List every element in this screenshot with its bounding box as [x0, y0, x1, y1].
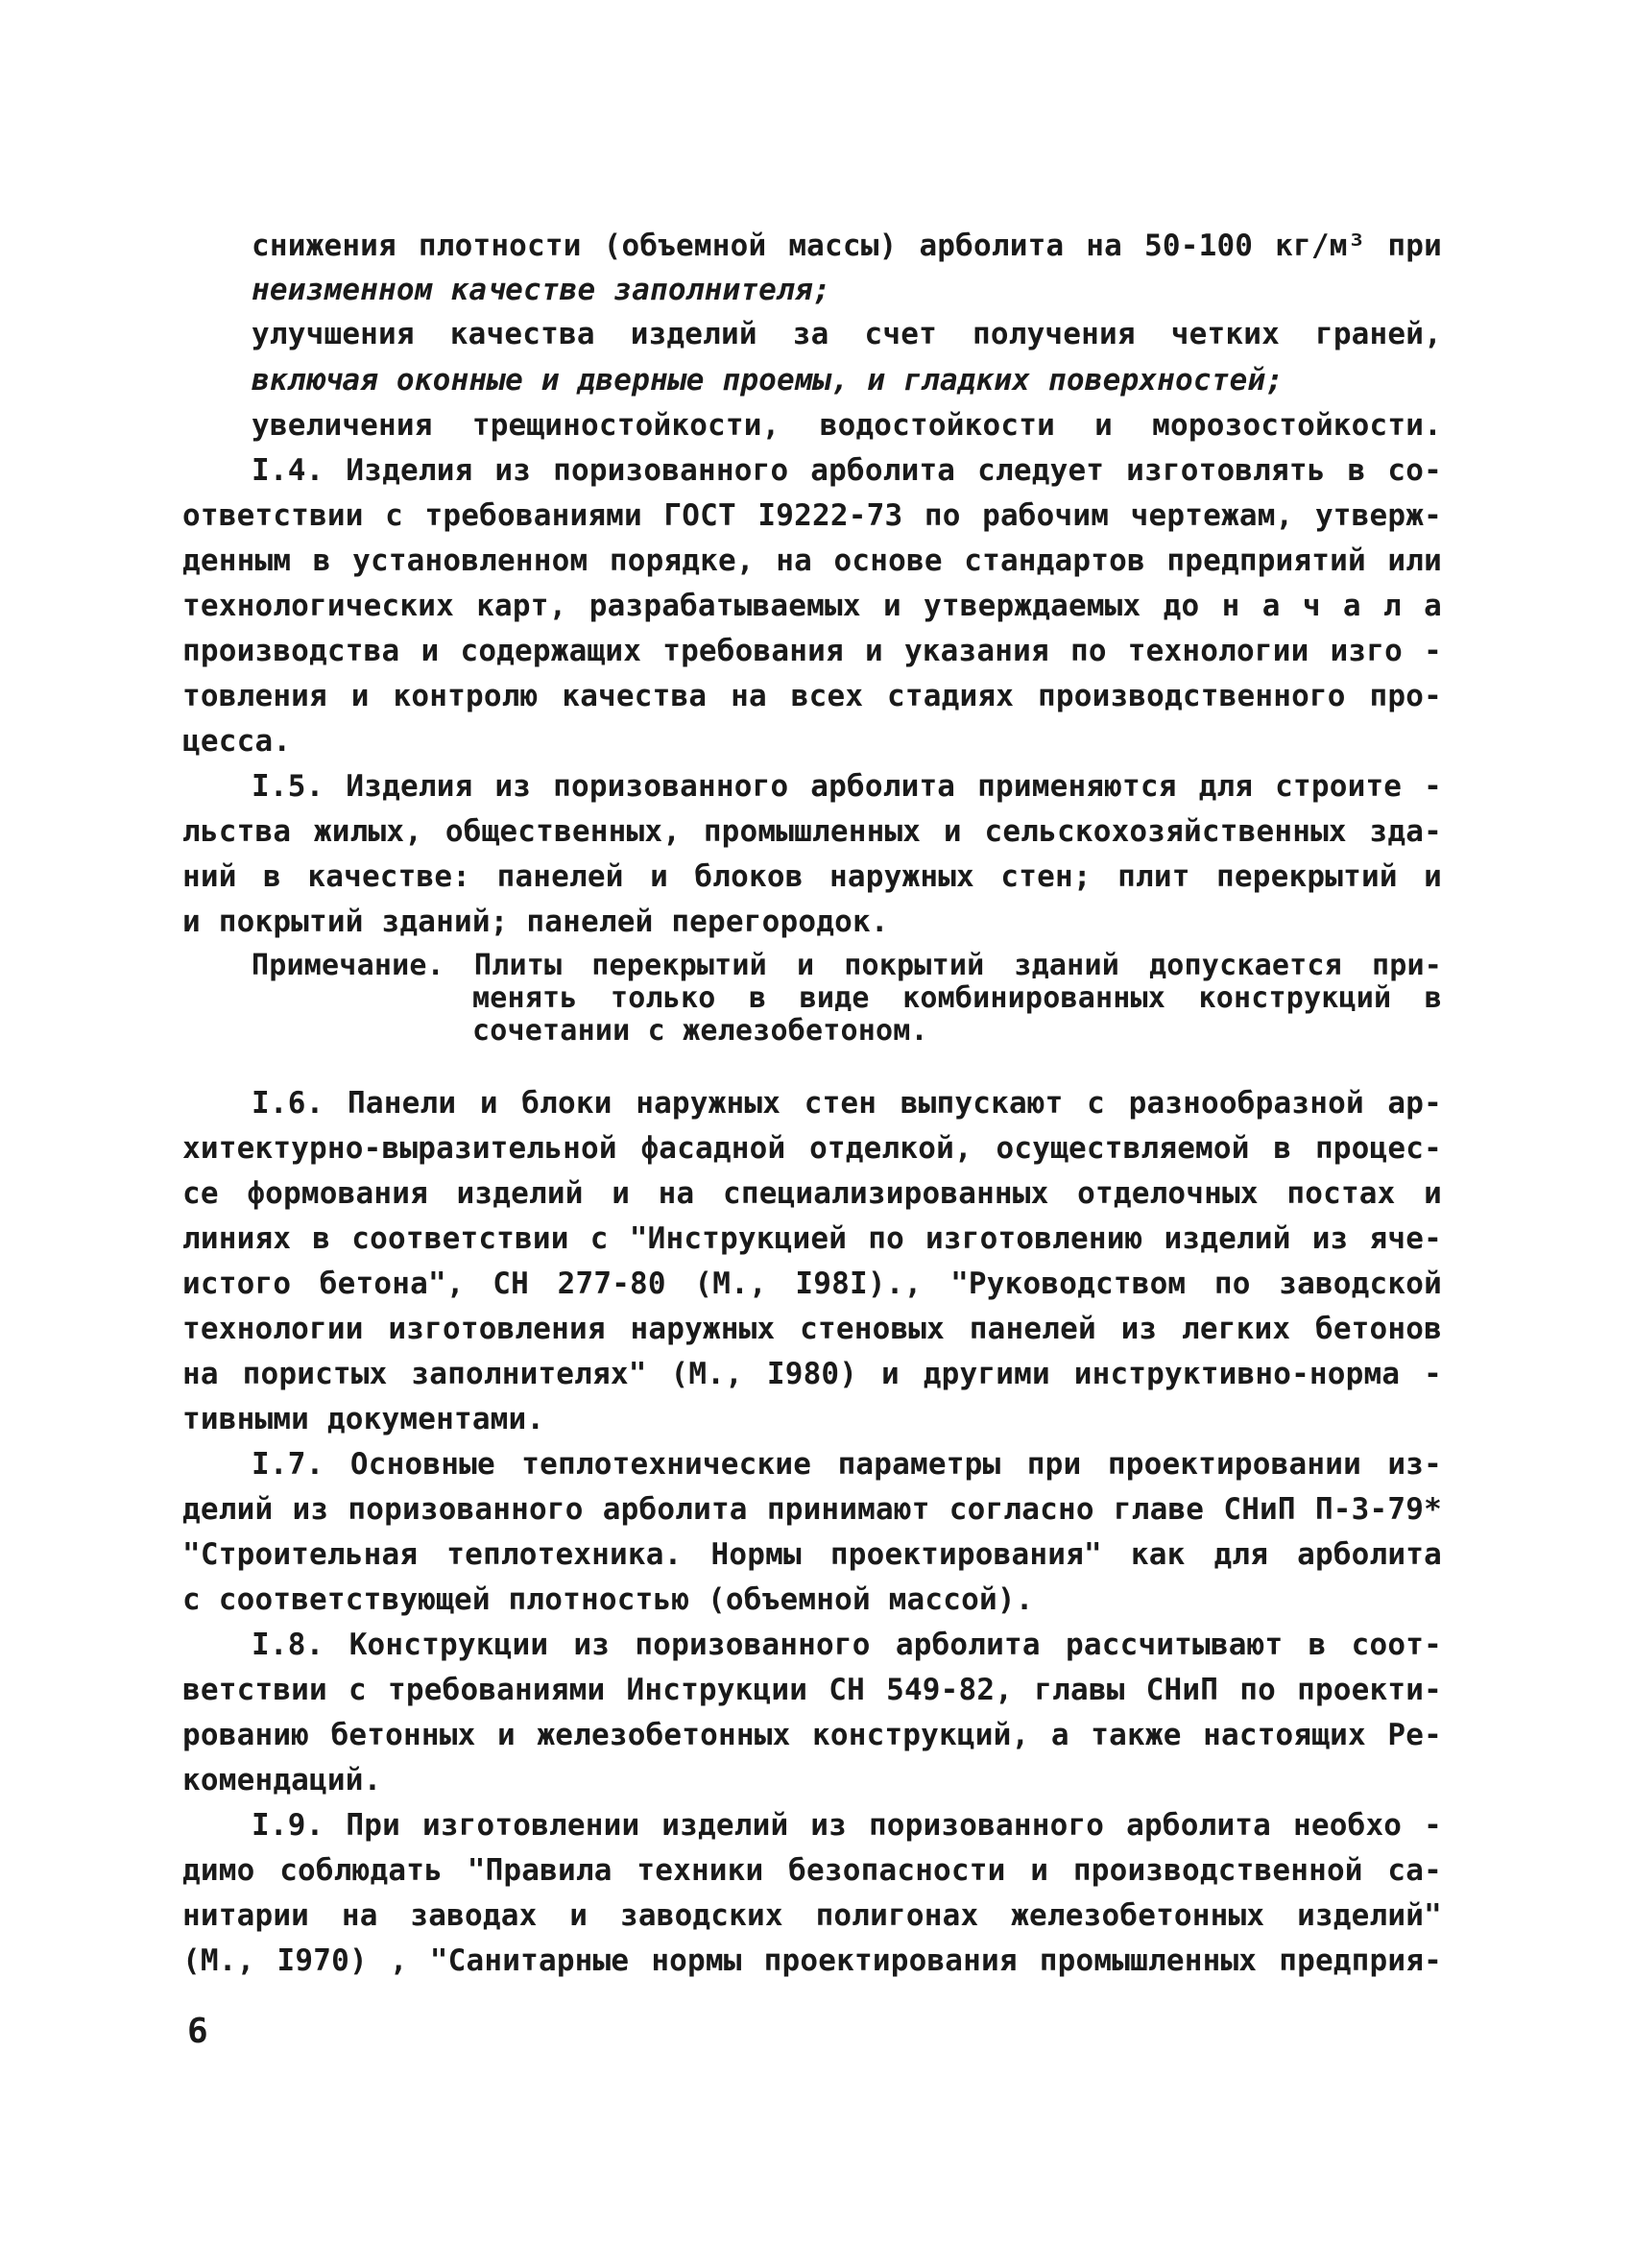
text-line: неизменном качестве заполнителя;	[252, 273, 831, 307]
text-line: I.7. Основные теплотехнические параметры при проектировании из-	[252, 1447, 1442, 1482]
text-line: (М., I970) , "Санитарные нормы проектирования промышленных предприя-	[182, 1943, 1442, 1978]
text-line: делий из поризованного арболита принимают согласно главе СНиП П-3-79*	[182, 1492, 1442, 1527]
text-line: цесса.	[182, 724, 292, 759]
text-line: улучшения качества изделий за счет получения четких граней,	[252, 317, 1442, 351]
text-line: товления и контролю качества на всех стадиях производственного про-	[182, 679, 1442, 713]
text-line: производства и содержащих требования и указания по технологии изго -	[182, 634, 1442, 668]
text-line: на пористых заполнителях" (М., I980) и другими инструктивно-норма -	[182, 1357, 1442, 1391]
text-line: и покрытий зданий; панелей перегородок.	[182, 905, 889, 939]
text-line: димо соблюдать "Правила техники безопасности и производственной са-	[182, 1853, 1442, 1888]
text-line: ответствии с требованиями ГОСТ I9222-73 по рабочим чертежам, утверж-	[182, 498, 1442, 533]
text-line: ветствии с требованиями Инструкции СН 549-82, главы СНиП по проекти-	[182, 1673, 1442, 1707]
text-line: с соответствующей плотностью (объемной массой).	[182, 1582, 1034, 1617]
text-line: комендаций.	[182, 1763, 382, 1798]
text-line: хитектурно-выразительной фасадной отделкой, осуществляемой в процес-	[182, 1131, 1442, 1166]
text-line: нитарии на заводах и заводских полигонах железобетонных изделий"	[182, 1898, 1442, 1933]
text-line: технологических карт, разрабатываемых и утверждаемых до н а ч а л а	[182, 589, 1442, 623]
text-line: I.6. Панели и блоки наружных стен выпускают с разнообразной ар-	[252, 1086, 1442, 1121]
text-line: рованию бетонных и железобетонных конструкций, а также настоящих Ре-	[182, 1718, 1442, 1752]
text-line: денным в установленном порядке, на основе стандартов предприятий или	[182, 543, 1442, 578]
text-line: снижения плотности (объемной массы) арболита на 50-100 кг/м³ при	[252, 229, 1442, 263]
text-line: технологии изготовления наружных стеновых панелей из легких бетонов	[182, 1312, 1442, 1346]
text-line: включая оконные и дверные проемы, и гладких поверхностей;	[252, 363, 1285, 398]
text-line: I.8. Конструкции из поризованного арболита рассчитывают в соот-	[252, 1628, 1442, 1662]
note-line: сочетании с железобетоном.	[472, 1014, 928, 1048]
text-line: I.9. При изготовлении изделий из поризованного арболита необхо -	[252, 1808, 1442, 1843]
text-line: ний в качестве: панелей и блоков наружных стен; плит перекрытий и	[182, 859, 1442, 894]
text-line: линиях в соответствии с "Инструкцией по изготовлению изделий из яче-	[182, 1221, 1442, 1256]
text-line: I.4. Изделия из поризованного арболита следует изготовлять в со-	[252, 453, 1442, 488]
note-line: менять только в виде комбинированных конструкций в	[472, 981, 1442, 1015]
text-line: тивными документами.	[182, 1402, 545, 1436]
page-number: 6	[187, 2012, 208, 2051]
note-line: Примечание. Плиты перекрытий и покрытий зданий допускается при-	[252, 949, 1442, 982]
text-line: I.5. Изделия из поризованного арболита применяются для строите -	[252, 769, 1442, 804]
text-line: истого бетона", СН 277-80 (М., I98I)., "Руководством по заводской	[182, 1267, 1442, 1301]
text-line: се формования изделий и на специализированных отделочных постах и	[182, 1176, 1442, 1211]
text-line: льства жилых, общественных, промышленных и сельскохозяйственных зда-	[182, 814, 1442, 849]
text-line: увеличения трещиностойкости, водостойкости и морозостойкости.	[252, 408, 1442, 443]
text-line: "Строительная теплотехника. Нормы проектирования" как для арболита	[182, 1537, 1442, 1572]
